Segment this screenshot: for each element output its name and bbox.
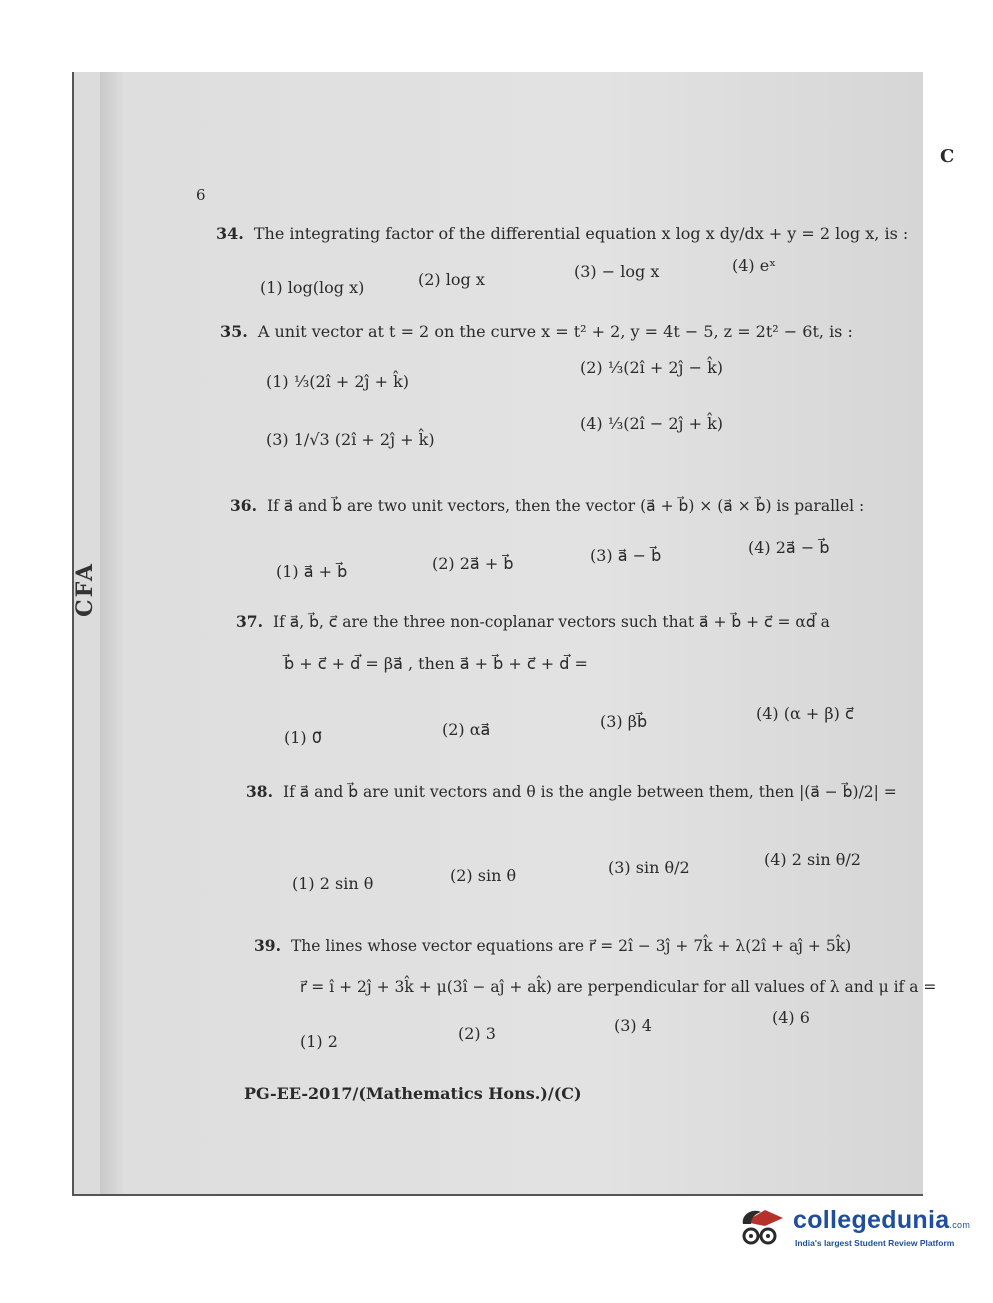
scanned-page <box>72 72 955 1196</box>
exam-paper <box>100 72 955 1194</box>
option: (4) 6 <box>772 1008 810 1027</box>
question-37 <box>236 612 830 631</box>
brand-name-text: collegedunia <box>793 1206 950 1234</box>
option: (4) 2 sin θ/2 <box>764 850 861 869</box>
question-text: If a⃗ and b⃗ are two unit vectors, then the vector (a⃗ + b⃗) × (a⃗ × b⃗) is parallel : <box>266 497 865 515</box>
paper-code: PG-EE-2017/(Mathematics Hons.)/(C) <box>244 1084 582 1103</box>
question-38 <box>246 782 897 801</box>
question-number: 38. <box>246 782 273 801</box>
option: (3) − log x <box>574 262 660 281</box>
page-number: 6 <box>196 186 206 204</box>
brand-name <box>793 1206 970 1235</box>
question-36 <box>230 496 864 515</box>
question-35 <box>220 322 853 341</box>
option: (1) a⃗ + b⃗ <box>276 562 348 581</box>
option: (4) eˣ <box>732 256 776 275</box>
question-34 <box>216 224 908 243</box>
question-39-line2: r⃗ = î + 2ĵ + 3k̂ + μ(3î − aĵ + ak̂) are perpendicular for all values of λ and μ if a = <box>300 978 937 996</box>
question-37-line2: b⃗ + c⃗ + d⃗ = βa⃗ , then a⃗ + b⃗ + c⃗ + d⃗ = <box>284 654 588 673</box>
collegedunia-logo <box>735 1198 971 1268</box>
question-39 <box>254 936 851 955</box>
option: (1) 2 sin θ <box>292 874 374 893</box>
option: (1) ⅓(2î + 2ĵ + k̂) <box>266 372 410 391</box>
question-number: 35. <box>220 322 248 341</box>
question-text: If a⃗, b⃗, c⃗ are the three non-coplanar vectors such that a⃗ + b⃗ + c⃗ = αd⃗ a <box>272 613 830 631</box>
option: (3) 4 <box>614 1016 652 1035</box>
option: (1) 2 <box>300 1032 338 1051</box>
side-label: CFA <box>72 562 98 617</box>
option: (2) log x <box>418 270 485 289</box>
option: (3) a⃗ − b⃗ <box>590 546 662 565</box>
question-number: 39. <box>254 936 281 955</box>
option: (3) βb⃗ <box>600 712 648 731</box>
option: (1) log(log x) <box>260 278 365 297</box>
question-text: The lines whose vector equations are r⃗ = 2î − 3ĵ + 7k̂ + λ(2î + aĵ + 5k̂) <box>290 937 852 955</box>
option: (1) 0⃗ <box>284 728 322 747</box>
question-number: 34. <box>216 224 244 243</box>
brand-tagline: India's largest Student Review Platform <box>795 1238 955 1248</box>
mascot-icon <box>735 1200 787 1252</box>
question-text: The integrating factor of the differential equation x log x dy/dx + y = 2 log x, is : <box>253 224 909 243</box>
brand-suffix: .com <box>949 1220 971 1230</box>
option: (2) sin θ <box>450 866 517 885</box>
question-number: 36. <box>230 496 257 515</box>
option: (2) 3 <box>458 1024 496 1043</box>
option: (4) (α + β) c⃗ <box>756 704 854 723</box>
corner-mark: C <box>940 146 955 167</box>
question-text: A unit vector at t = 2 on the curve x = t² + 2, y = 4t − 5, z = 2t² − 6t, is : <box>257 322 853 341</box>
option: (4) 2a⃗ − b⃗ <box>748 538 830 557</box>
option: (3) 1/√3 (2î + 2ĵ + k̂) <box>266 430 435 449</box>
question-text: If a⃗ and b⃗ are unit vectors and θ is the angle between them, then |(a⃗ − b⃗)/2| = <box>282 783 897 801</box>
question-number: 37. <box>236 612 263 631</box>
option: (2) 2a⃗ + b⃗ <box>432 554 514 573</box>
option: (4) ⅓(2î − 2ĵ + k̂) <box>580 414 724 433</box>
option: (2) ⅓(2î + 2ĵ − k̂) <box>580 358 724 377</box>
option: (3) sin θ/2 <box>608 858 690 877</box>
option: (2) αa⃗ <box>442 720 491 739</box>
